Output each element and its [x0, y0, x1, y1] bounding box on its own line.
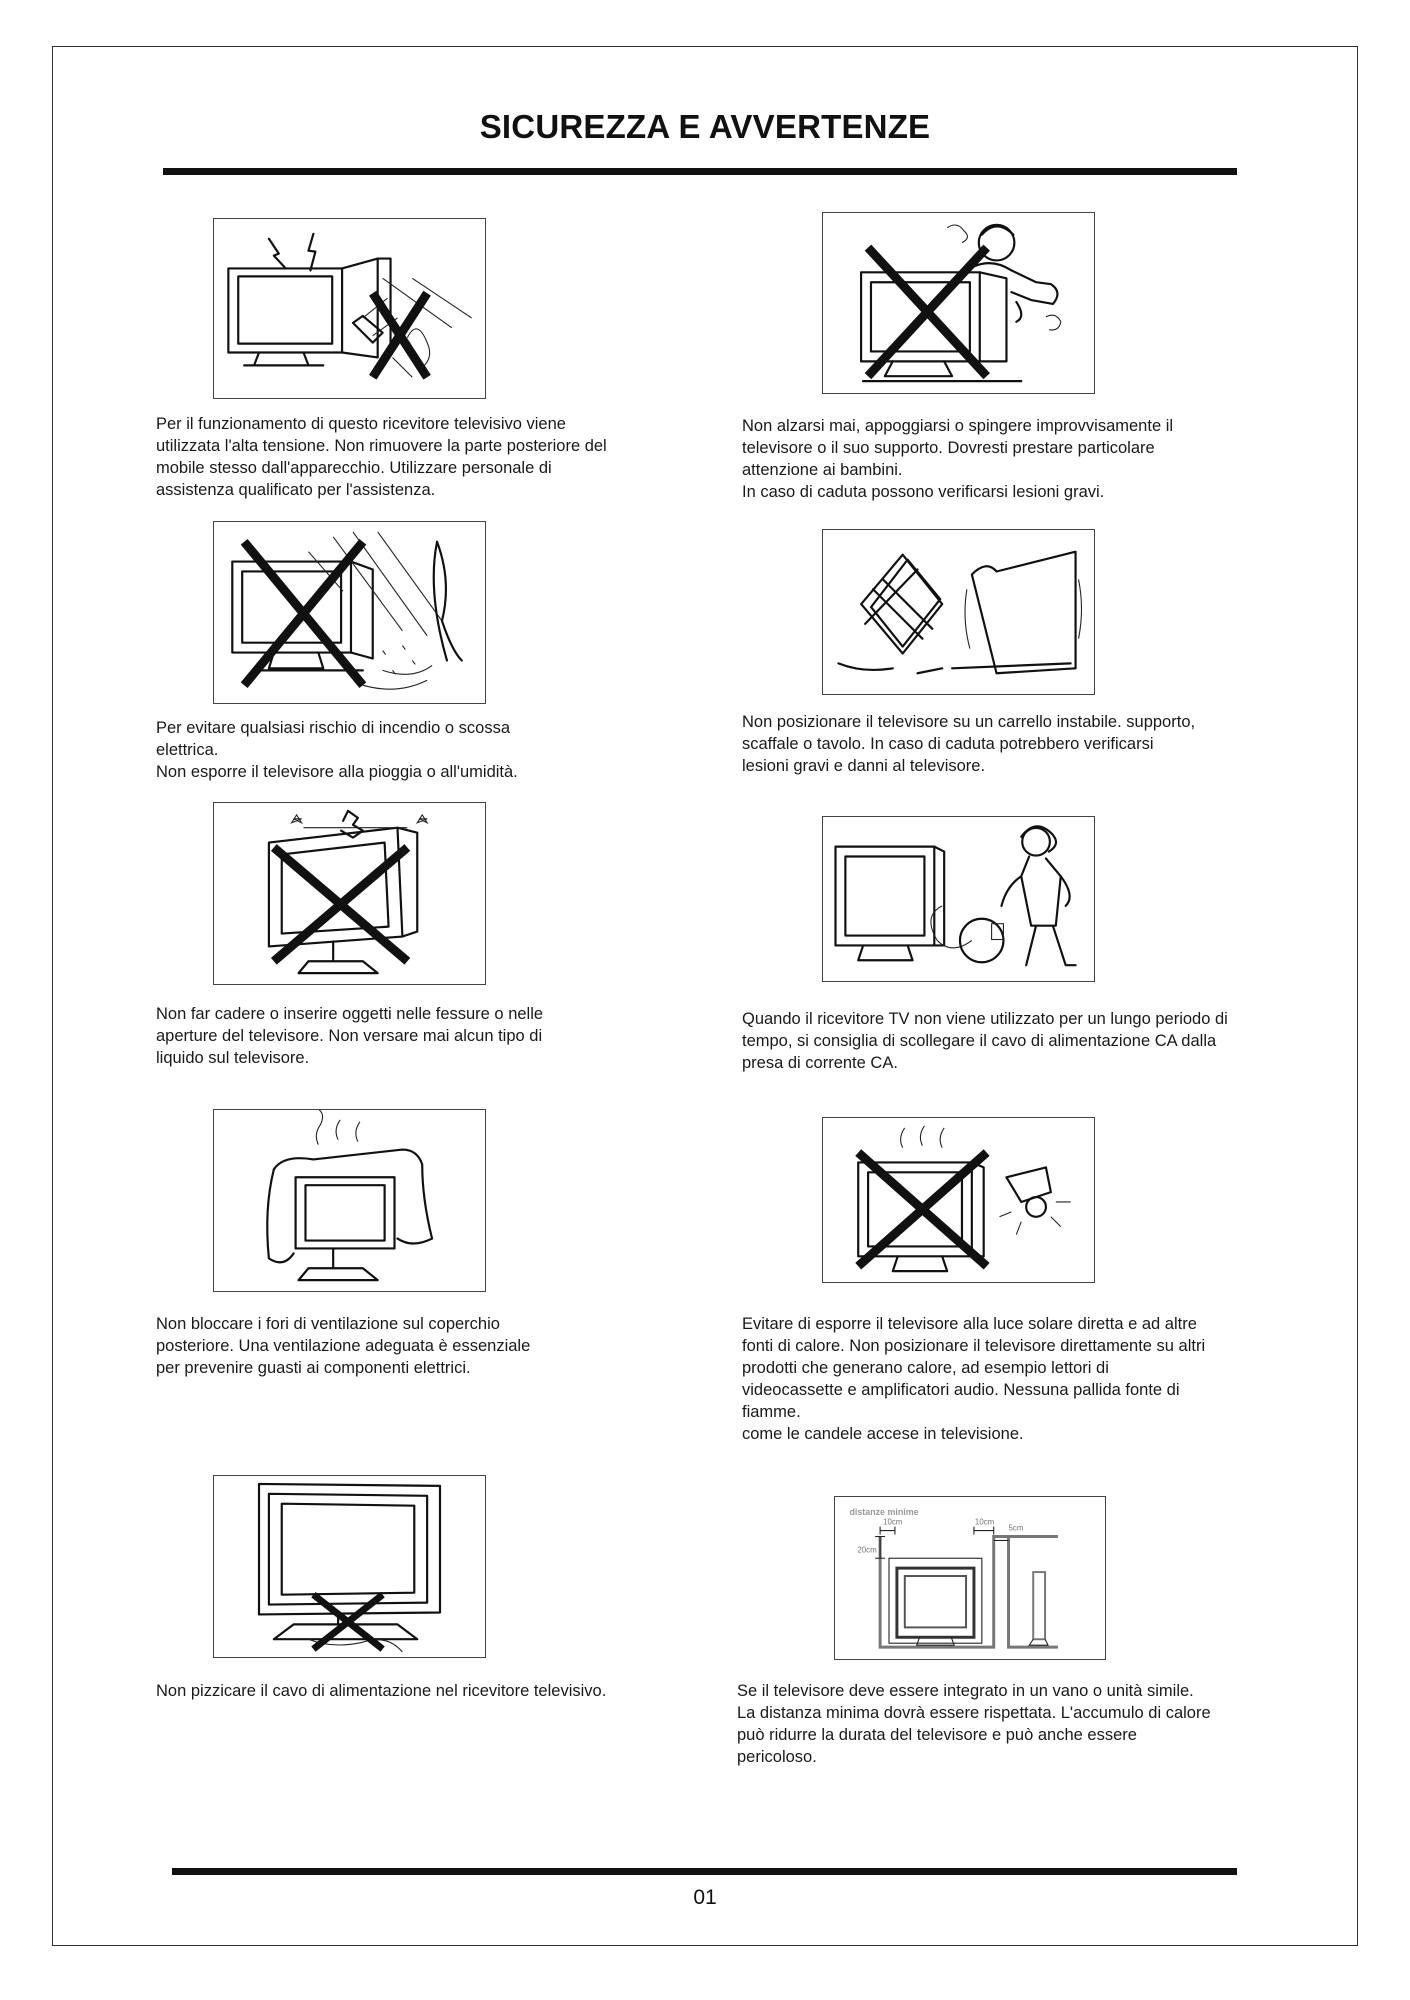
tv-rain-icon [213, 521, 486, 704]
warning-text-pioggia-umidita: Per evitare qualsiasi rischio di incendio o scossa elettrica. Non esporre il televisore alla pioggia o all'umidità. [156, 719, 518, 781]
tv-pinched-cable-icon [213, 1475, 486, 1658]
distance-label-side: 5cm [1008, 1523, 1024, 1533]
distance-label-top-right: 10cm [974, 1517, 995, 1527]
tv-objects-liquid-icon [213, 802, 486, 985]
footer-divider [172, 1868, 1237, 1875]
tv-heat-source-icon [822, 1117, 1095, 1283]
minimum-distance-diagram-icon [834, 1496, 1106, 1660]
distance-label-top-left: 10cm [883, 1517, 903, 1527]
warning-text-distanze-minime: Se il televisore deve essere integrato in un vano o unità simile. La distanza minima dovrà essere rispettata. L'accumulo di calore può ridurre la durata del televisore e può anche essere pericoloso. [737, 1682, 1211, 1766]
warning-text-ventilazione: Non bloccare i fori di ventilazione sul coperchio posteriore. Una ventilazione adeguata è essenziale per prevenire guasti ai componenti elettrici. [156, 1315, 531, 1377]
tv-high-voltage-icon [213, 218, 486, 399]
warning-text-oggetti-liquidi: Non far cadere o inserire oggetti nelle fessure o nelle aperture del televisore. Non versare mai alcun tipo di liquido sul televisore. [156, 1005, 544, 1067]
child-leaning-on-tv-icon [822, 212, 1095, 394]
distance-label-left: 20cm [857, 1545, 877, 1555]
page-number: 01 [693, 1886, 717, 1909]
diagram-label: distanze minime [849, 1506, 919, 1517]
title-divider [163, 168, 1237, 175]
warning-text-calore: Evitare di esporre il televisore alla luce solare diretta e ad altre fonti di calore. Non posizionare il televisore direttamente su altri prodotti che generano calore, ad esempio lettori di videocassette e amplificatori audio. Nessuna pallida fonte di fiamme. come le candele accese in televisione. [742, 1315, 1206, 1443]
warning-text-cavo-pizzicato: Non pizzicare il cavo di alimentazione nel ricevitore televisivo. [156, 1682, 607, 1700]
warning-text-scollegare-cavo: Quando il ricevitore TV non viene utilizzato per un lungo periodo di tempo, si consiglia di scollegare il cavo di alimentazione CA dalla presa di corrente CA. [742, 1010, 1228, 1072]
tv-covered-cloth-icon [213, 1109, 486, 1292]
unstable-stand-icon [822, 529, 1095, 695]
warning-text-carrello-instabile: Non posizionare il televisore su un carrello instabile. supporto, scaffale o tavolo. In caso di caduta potrebbero verificarsi lesioni gravi e danni al televisore. [742, 713, 1196, 775]
warning-text-alta-tensione: Per il funzionamento di questo ricevitore televisivo viene utilizzata l'alta tensione. Non rimuovere la parte posteriore del mobile stesso dall'apparecchio. Utilizzare personale di assistenza qualificato per l'assistenza. [156, 415, 607, 499]
unplug-power-icon [822, 816, 1095, 982]
page-title: SICUREZZA E AVVERTENZE [479, 108, 931, 145]
warning-text-non-appoggiarsi: Non alzarsi mai, appoggiarsi o spingere improvvisamente il televisore o il suo supporto. Dovresti prestare particolare attenzione ai bambini. In caso di caduta possono verificarsi lesioni gravi. [742, 417, 1174, 501]
